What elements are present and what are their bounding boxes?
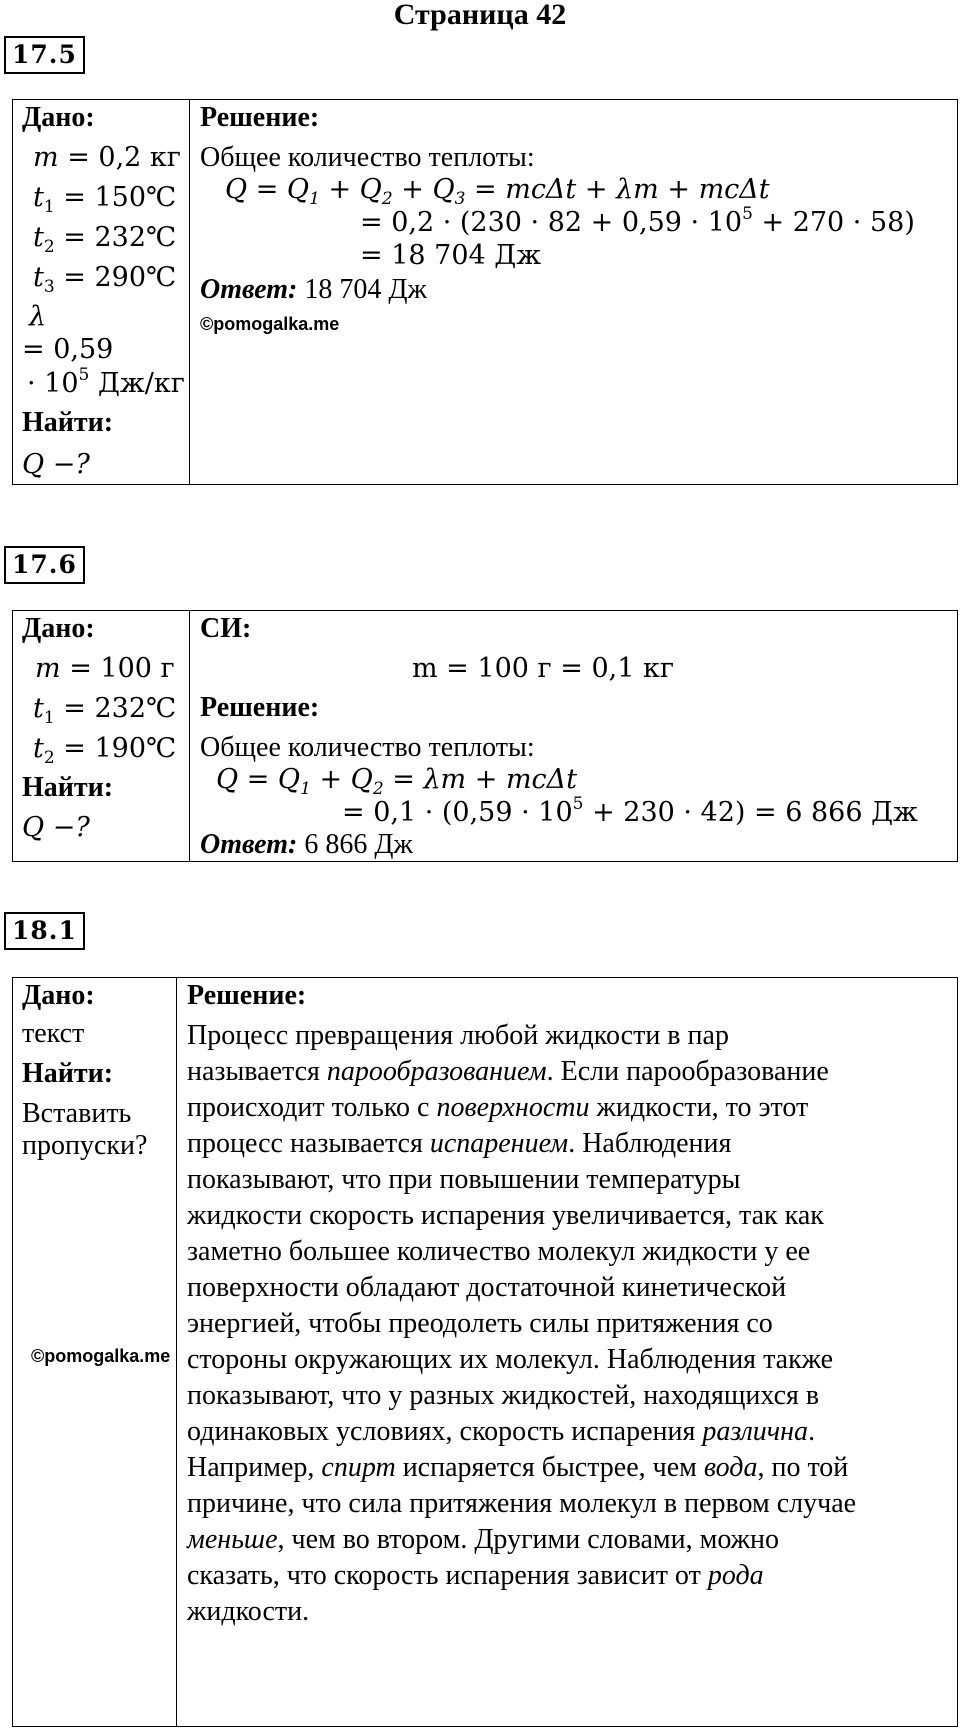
given-t2: $t_2$ = 190℃ [33, 733, 177, 768]
given-lambda-value-2: · $10^5$ Дж/кг [27, 365, 185, 399]
find-label: Найти: [22, 407, 114, 438]
answer: Ответ: 6 866 Дж [200, 829, 413, 860]
solution-paragraph: Процесс превращения любой жидкости в пар называется парообразованием. Если парообразование происходит только с поверхности жидкости, то этот процесс называется испарением. Наблюдения показывают, что при повышении температуры жидкости скорость испарения увеличивается, так как заметно большее количество молекул жидкости у ее поверхности обладают достаточной кинетической энергией, чтобы преодолеть силы притяжения со стороны окружающих их молекул. Наблюдения также показывают, что у разных жидкостей, находящихся в одинаковых условиях, скорость испарения различна. Например, спирт испаряется быстрее, чем вода, по той причине, что сила притяжения молекул в первом случае меньше, чем во втором. Другими словами, можно сказать, что скорость испарения зависит от рода жидкости. [187, 1020, 857, 1627]
given-t3: $t_3$ = 290℃ [33, 262, 177, 297]
task-17-5-box [12, 99, 958, 485]
task-number-18-1: 18.1 [4, 912, 85, 950]
given-mass: m = 100 г [35, 653, 175, 684]
solution-label: Решение: [187, 980, 307, 1011]
equation-3: = 18 704 Дж [360, 240, 542, 271]
equation-1: $Q = Q_1 + Q_2 + Q_3 = mc\Delta t + \lambda m + mc\Delta t$ [225, 174, 770, 209]
find-value: Q −? [22, 812, 90, 843]
solution-text: Общее количество теплоты: [200, 142, 535, 173]
task-17-6-box [12, 610, 958, 862]
given-label: Дано: [22, 613, 95, 644]
given-label: Дано: [22, 980, 95, 1011]
find-value-2: пропуски? [22, 1130, 148, 1161]
equation-1: $Q = Q_1 + Q_2 = \lambda m + mc\Delta t$ [216, 764, 578, 799]
given-t1: $t_1$ = 232℃ [33, 693, 177, 728]
find-value-1: Вставить [22, 1098, 132, 1129]
given-t1: $t_1$ = 150℃ [33, 182, 177, 217]
equation-2: = $0,2 \cdot (230 \cdot 82 + 0,59 \cdot 10^5 + 270 \cdot 58)$ [360, 204, 915, 238]
solution-column [177, 978, 957, 1726]
given-lambda: λ [29, 301, 47, 332]
solution-column [190, 100, 957, 484]
find-label: Найти: [22, 772, 114, 803]
solution-label: Решение: [200, 692, 320, 723]
given-lambda-value-1: = 0,59 [22, 334, 114, 365]
watermark: ©pomogalka.me [200, 314, 340, 334]
find-value: Q −? [22, 449, 90, 480]
si-value: m = 100 г = 0,1 кг [412, 653, 674, 684]
given-label: Дано: [22, 102, 95, 133]
given-value: текст [22, 1018, 85, 1049]
page-title: Страница 42 [393, 0, 567, 31]
find-label: Найти: [22, 1058, 114, 1089]
task-18-1-box [12, 977, 958, 1727]
task-number-17-5: 17.5 [4, 36, 85, 74]
solution-column [190, 611, 957, 861]
given-t2: $t_2$ = 232℃ [33, 222, 177, 257]
watermark: ©pomogalka.me [31, 1346, 171, 1366]
given-column [13, 611, 190, 861]
solution-label: Решение: [200, 102, 320, 133]
task-number-17-6: 17.6 [4, 546, 85, 584]
solution-text: Общее количество теплоты: [200, 732, 535, 763]
equation-2: = $0,1 \cdot (0,59 \cdot 10^5 + 230 \cdot 42) = 6$ 866 Дж [342, 794, 918, 828]
given-column [13, 100, 190, 484]
si-label: СИ: [200, 613, 252, 644]
given-mass: m = 0,2 кг [33, 142, 181, 173]
given-column [13, 978, 177, 1726]
answer: Ответ: 18 704 Дж [200, 274, 427, 305]
